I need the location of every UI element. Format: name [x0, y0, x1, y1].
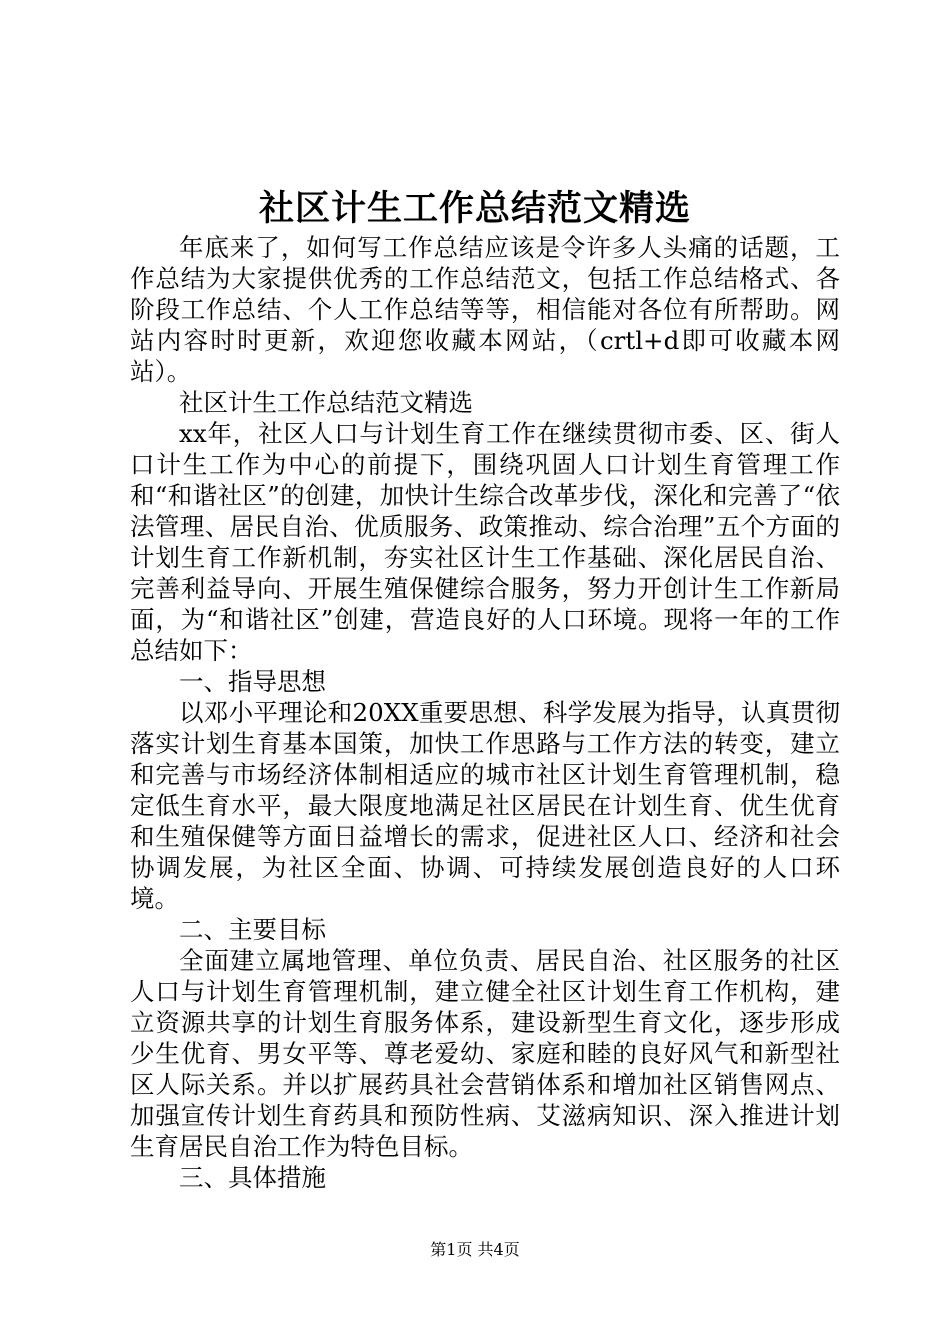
intro-paragraph: 年底来了，如何写工作总结应该是令许多人头痛的话题，工作总结为大家提供优秀的工作总结范文，包括工作总结格式、各阶段工作总结、个人工作总结等等，相信能对各位有所帮助。网站内容时时更新，欢迎您收藏本网站，（crtl+d即可收藏本网站）。	[130, 233, 840, 386]
overview-paragraph: xx年，社区人口与计划生育工作在继续贯彻市委、区、街人口计生工作为中心的前提下，围绕巩固人口计划生育管理工作和“和谐社区”的创建，加快计生综合改革步伐，深化和完善了“依法管理、居民自治、优质服务、政策推动、综合治理”五个方面的计划生育工作新机制，夯实社区计生工作基础、深化居民自治、完善利益导向、开展生殖保健综合服务，努力开创计生工作新局面，为“和谐社区”创建，营造良好的人口环境。现将一年的工作总结如下：	[130, 419, 840, 665]
page-footer: 第1页 共4页	[430, 1240, 520, 1259]
main-goals-paragraph: 全面建立属地管理、单位负责、居民自治、社区服务的社区人口与计划生育管理机制，建立健全社区计划生育工作机构，建立资源共享的计划生育服务体系，建设新型生育文化，逐步形成少生优育、男女平等、尊老爱幼、家庭和睦的良好风气和新型社区人际关系。并以扩展药具社会营销体系和增加社区销售网点、加强宣传计划生育药具和预防性病、艾滋病知识、深入推进计划生育居民自治工作为特色目标。	[130, 946, 840, 1161]
section-heading-2: 二、主要目标	[179, 915, 326, 944]
subtitle-paragraph: 社区计生工作总结范文精选	[179, 388, 473, 417]
section-heading-3: 三、具体措施	[179, 1163, 326, 1192]
section-heading-1: 一、指导思想	[179, 667, 326, 696]
document-title: 社区计生工作总结范文精选	[258, 188, 691, 229]
guiding-thought-paragraph: 以邓小平理论和20XX重要思想、科学发展为指导，认真贯彻落实计划生育基本国策，加快工作思路与工作方法的转变，建立和完善与市场经济体制相适应的城市社区计划生育管理机制，稳定低生育水平，最大限度地满足社区居民在计划生育、优生优育和生殖保健等方面日益增长的需求，促进社区人口、经济和社会协调发展，为社区全面、协调、可持续发展创造良好的人口环境。	[130, 698, 840, 913]
document-body	[130, 232, 840, 1193]
